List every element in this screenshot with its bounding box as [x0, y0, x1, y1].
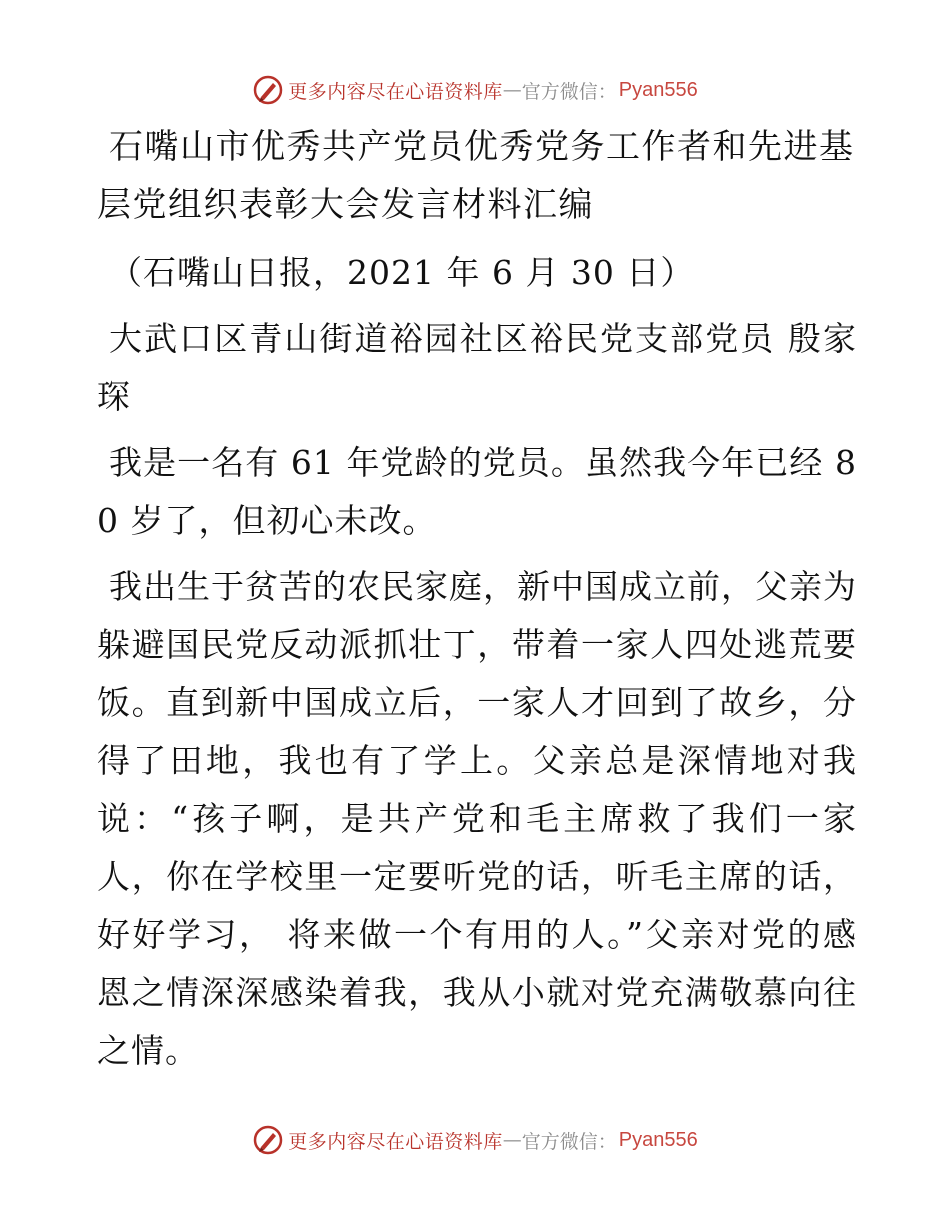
document-source: （石嘴山日报，2021 年 6 月 30 日）: [109, 253, 695, 292]
pen-circle-icon: [252, 74, 284, 106]
banner-text: 更多内容尽在心语资料库: [288, 80, 503, 103]
document-speaker: 大武口区青山街道裕园社区裕民党支部党员 殷家琛: [97, 319, 857, 416]
wechat-id: Pyan556: [618, 78, 698, 101]
banner-text: 更多内容尽在心语资料库: [288, 1130, 503, 1153]
wechat-label: 官方微信：: [521, 80, 617, 103]
banner-dash: —: [502, 79, 522, 101]
banner-dash: —: [502, 1129, 522, 1151]
paragraph: 我出生于贫苦的农民家庭，新中国成立前，父亲为躲避国民党反动派抓壮丁，带着一家人四处逃荒要饭。直到新中国成立后，一家人才回到了故乡，分得了田地，我也有了学上。父亲总是深情地对我说：“孩子啊，是共产党和毛主席救了我们一家人，你在学校里一定要听党的话，听毛主席的话，好好学习， 将来做一个有用的人。”父亲对党的感恩之情深深感染着我，我从小就对党充满敬慕向往之情。: [97, 567, 857, 1070]
header-watermark-banner: [0, 70, 950, 110]
paragraph: 我是一名有 61 年党龄的党员。虽然我今年已经 80 岁了，但初心未改。: [97, 443, 857, 540]
document-body: [97, 118, 857, 1088]
document-title: 石嘴山市优秀共产党员优秀党务工作者和先进基层党组织表彰大会发言材料汇编: [97, 127, 855, 225]
wechat-label: 官方微信：: [521, 1130, 617, 1153]
wechat-id: Pyan556: [618, 1128, 698, 1151]
footer-watermark-banner: [0, 1120, 950, 1160]
pen-circle-icon: [252, 1124, 284, 1156]
